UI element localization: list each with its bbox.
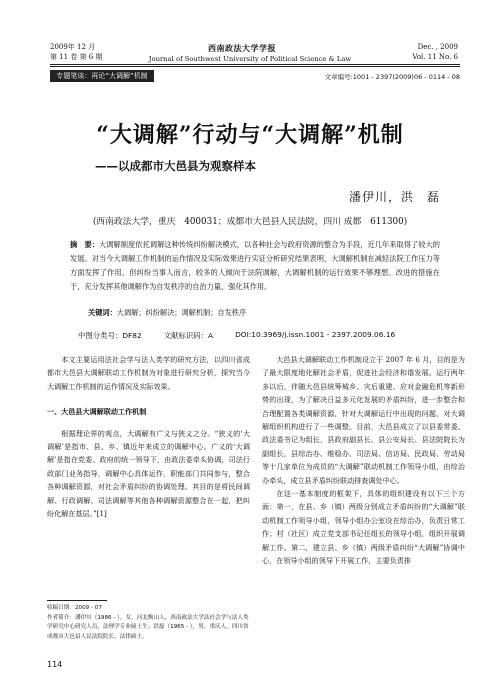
journal-logo: 西南政法大学学报 [208, 43, 276, 53]
header-date-right: Dec. , 2009 [417, 43, 458, 51]
affiliation: (西南政法大学，重庆 400031；成都市大邑县人民法院，四川 成都 611300) [92, 217, 408, 227]
topic-label: 专题笔谈：再论“大调解”机制 [50, 70, 154, 82]
journal-name-en: Journal of Southwest University of Political Science & Law [148, 55, 352, 63]
section-heading: 一、大邑县大调解联动工作机制 [47, 407, 147, 417]
classification [78, 330, 418, 341]
authors: 潘伊川，洪 磊 [348, 190, 440, 204]
footnote-rule [47, 600, 107, 601]
header-rule-double [50, 66, 460, 67]
keywords-label: 关键词： [88, 308, 117, 317]
right-paragraph-1: 大邑县大调解联动工作机制设立于 2007 年 6 月，目的是为了最大限度地化解社会矛盾，促进社会经济和谐发展。运行两年多以后，伴随大邑县统筹城乡、灾后重建、应对金融危机等新形势的出现，为了解决日益多元化发展的矛盾纠纷，进一步整合和合理配置各类调解资源，针对大调解运行中出现的问题，对大调解组织机构进行了一些调整。目前，大邑县成立了以县委常委、政法委书记为组长，县政府副县长、县公安局长、县法院院长为副组长，县综治办、维稳办、司法局、信访局、民政局、劳动局等十几家单位为成员的“大调解”联动机制工作领导小组，由综治办牵头，成立县矛盾纠纷联动排查调处中心。 [262, 355, 465, 485]
author-info: 作者简介：潘伊川（1986 - ），女，河北衡山人，西南政法大学法社会学与法人类学研究中心研究人员，法理学专业硕士生；洪磊（1965 - ），男，重庆人，四川省成都市大邑县人民法院院长，法律硕士。 [47, 614, 249, 640]
header-issue-right: Vol. 11 No. 6 [412, 53, 458, 61]
article-title: “大调解”行动与“大调解”机制 [96, 122, 404, 148]
header-date-left: 2009年 12 月 [50, 43, 96, 51]
body-left-column [47, 353, 250, 520]
body-right-column [262, 353, 465, 568]
received-date: 收稿日期：2009 - 07 [47, 605, 102, 611]
right-paragraph-2: 在这一基本制度的框架下，具体的组织建设有以下三个方面：第一，在县、乡（镇）两级分别成立矛盾纠纷的“大调解”联动机制工作领导小组，领导小组办公室设在综治办，负责日常工作；村（社区）成立党支部书记任组长的领导小组，组织开展调解工作。第二，建立县、乡（镇）两级矛盾纠纷“大调解”协调中心，在领导小组的领导下开展工作，主要负责排 [262, 489, 465, 566]
article-id: 文章编号:1001 - 2397(2009)06 - 0114 - 08 [324, 73, 460, 81]
intro-paragraph: 本文主要运用法社会学与法人类学的研究方法，以四川省成都市大邑县大调解联动工作机制为对象进行研究分析，探究当今大调解工作机制的运作情况及实际效果。 [47, 355, 250, 391]
keywords [88, 308, 246, 318]
keywords-text: 大调解；纠纷解决；调解机制；自发秩序 [116, 308, 247, 317]
abstract-text: 大调解制度依托调解这种传统纠纷解决模式，以各种社会与政府资源的整合为手段，近几年来取得了较大的发展。对当今大调解工作机制的运作情况及实际效果进行实证分析研究结果表明，大调解机制在减轻法院工作压力等方面发挥了作用。但纠纷当事人而言，较多的人倾向于法院调解，大调解机制的运行效果不够理想。改进的措施在于，充分发挥其他调解作为自发秩序的自治力量，强化其作用。 [70, 240, 440, 291]
clc-number: 中图分类号：DF82 [78, 331, 142, 340]
document-code: 文献标识码：A [163, 331, 214, 340]
page-number: 114 [47, 660, 63, 669]
footnote [47, 604, 250, 642]
header-rule [50, 64, 460, 65]
article-subtitle: ——以成都市大邑县为观察样本 [95, 159, 256, 173]
section1-paragraph: 根据理论界的观点，大调解有广义与狭义之分。“狭义的‘大调解’是指市、县、乡、镇近年来成立的调解中心。广义的‘大调解’是指在党委、政府的统一领导下，由政法委牵头协调，司法行政部门业务指导，调解中心具体运作，职能部门共同参与，整合各种调解资源，对社会矛盾纠纷的协调处理。其目的是将民间调解、行政调解、司法调解等其他各种调解资源整合在一起，把纠纷化解在基层。”[1] [47, 428, 250, 519]
abstract [70, 238, 440, 294]
header-issue-left: 第 11 卷 第 6 期 [50, 53, 103, 61]
abstract-label: 摘 要： [70, 240, 100, 249]
doi: DOI:10.3969/j.issn.1001 - 2397.2009.06.16 [235, 330, 396, 339]
